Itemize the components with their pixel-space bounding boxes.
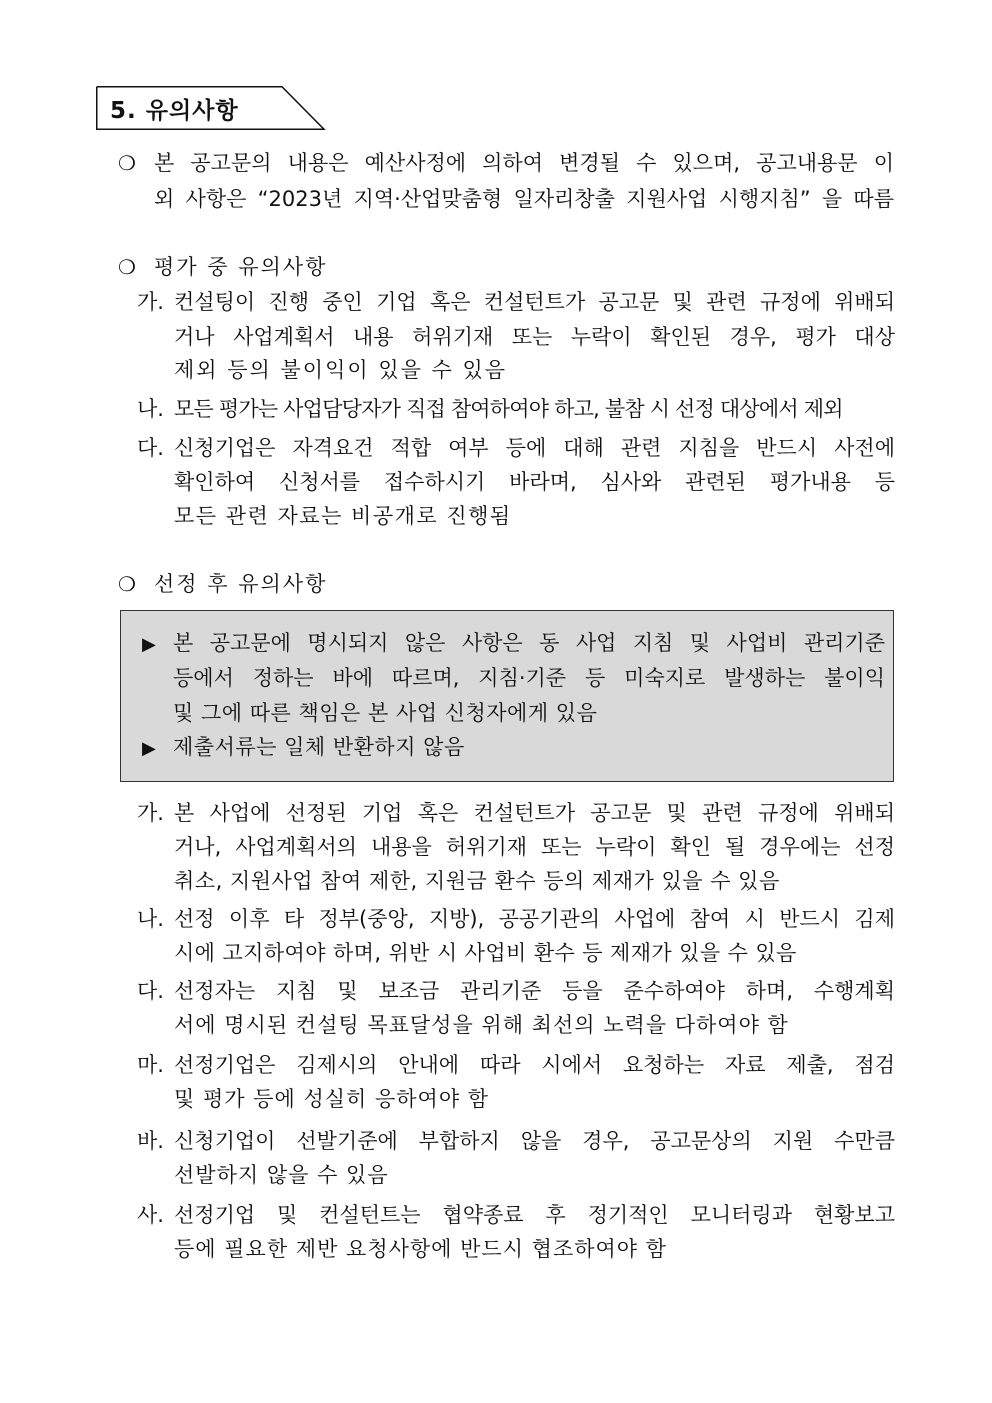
evaluation-bullet-icon: ❍	[118, 255, 136, 279]
post-item-marker: 마.	[137, 1053, 164, 1077]
evaluation-item-marker: 나.	[137, 397, 164, 421]
evaluation-item-marker: 가.	[137, 290, 164, 314]
post-item-line: 및 평가 등에 성실히 응하여야 함	[174, 1087, 490, 1111]
post-item-line: 취소, 지원사업 참여 제한, 지원금 환수 등의 제재가 있을 수 있음	[174, 869, 780, 893]
post-item-line: 선정기업은 김제시의 안내에 따라 시에서 요청하는 자료 제출, 점검	[174, 1053, 895, 1077]
post-item-line: 거나, 사업계획서의 내용을 허위기재 또는 누락이 확인 될 경우에는 선정	[174, 835, 895, 859]
notice-arrow-icon: ▶	[142, 738, 156, 759]
section-title: 5. 유의사항	[110, 98, 239, 124]
intro-line: 외 사항은 “2023년 지역·산업맞춤형 일자리창출 지원사업 시행지침” 을 따름	[154, 187, 894, 211]
post-item-line: 선정자는 지침 및 보조금 관리기준 등을 준수하여야 하며, 수행계획	[174, 979, 895, 1003]
evaluation-item-marker: 다.	[137, 436, 164, 460]
post-item-marker: 사.	[137, 1203, 164, 1227]
post-selection-title: 선정 후 유의사항	[154, 572, 328, 596]
post-item-line: 서에 명시된 컨설팅 목표달성을 위해 최선의 노력을 다하여야 함	[174, 1013, 789, 1037]
notice-line: 등에서 정하는 바에 따르며, 지침·기준 등 미숙지로 발생하는 불이익	[173, 666, 885, 690]
post-item-marker: 바.	[137, 1129, 164, 1153]
post-item-line: 신청기업이 선발기준에 부합하지 않을 경우, 공고문상의 지원 수만큼	[174, 1129, 895, 1153]
post-item-marker: 가.	[137, 801, 164, 825]
section-heading-box	[96, 86, 324, 130]
post-item-line: 선발하지 않을 수 있음	[174, 1163, 389, 1187]
notice-line: 본 공고문에 명시되지 않은 사항은 동 사업 지침 및 사업비 관리기준	[173, 631, 885, 655]
evaluation-item-line: 거나 사업계획서 내용 허위기재 또는 누락이 확인된 경우, 평가 대상	[174, 325, 895, 349]
evaluation-item-line: 신청기업은 자격요건 적합 여부 등에 대해 관련 지침을 반드시 사전에	[174, 436, 895, 460]
post-item-line: 등에 필요한 제반 요청사항에 반드시 협조하여야 함	[174, 1237, 668, 1261]
post-item-line: 선정기업 및 컨설턴트는 협약종료 후 정기적인 모니터링과 현황보고	[174, 1203, 895, 1227]
post-item-line: 선정 이후 타 정부(중앙, 지방), 공공기관의 사업에 참여 시 반드시 김제	[174, 907, 895, 931]
notice-arrow-icon: ▶	[142, 634, 156, 655]
post-selection-bullet-icon: ❍	[118, 572, 136, 596]
evaluation-item-line: 확인하여 신청서를 접수하시기 바라며, 심사와 관련된 평가내용 등	[174, 470, 895, 494]
notice-line: 및 그에 따른 책임은 본 사업 신청자에게 있음	[173, 701, 598, 725]
evaluation-item-line: 모든 평가는 사업담당자가 직접 참여하여야 하고, 불참 시 선정 대상에서 제외	[174, 397, 843, 421]
post-item-marker: 다.	[137, 979, 164, 1003]
intro-line: 본 공고문의 내용은 예산사정에 의하여 변경될 수 있으며, 공고내용문 이	[154, 151, 894, 175]
evaluation-item-line: 컨설팅이 진행 중인 기업 혹은 컨설턴트가 공고문 및 관련 규정에 위배되	[174, 290, 895, 314]
evaluation-title: 평가 중 유의사항	[154, 255, 328, 279]
evaluation-item-line: 제외 등의 불이익이 있을 수 있음	[174, 358, 508, 382]
post-item-marker: 나.	[137, 907, 164, 931]
post-item-line: 본 사업에 선정된 기업 혹은 컨설턴트가 공고문 및 관련 규정에 위배되	[174, 801, 895, 825]
intro-bullet-icon: ❍	[118, 151, 136, 175]
post-item-line: 시에 고지하여야 하며, 위반 시 사업비 환수 등 제재가 있을 수 있음	[174, 941, 797, 965]
notice-line: 제출서류는 일체 반환하지 않음	[173, 735, 465, 759]
evaluation-item-line: 모든 관련 자료는 비공개로 진행됨	[174, 504, 512, 528]
